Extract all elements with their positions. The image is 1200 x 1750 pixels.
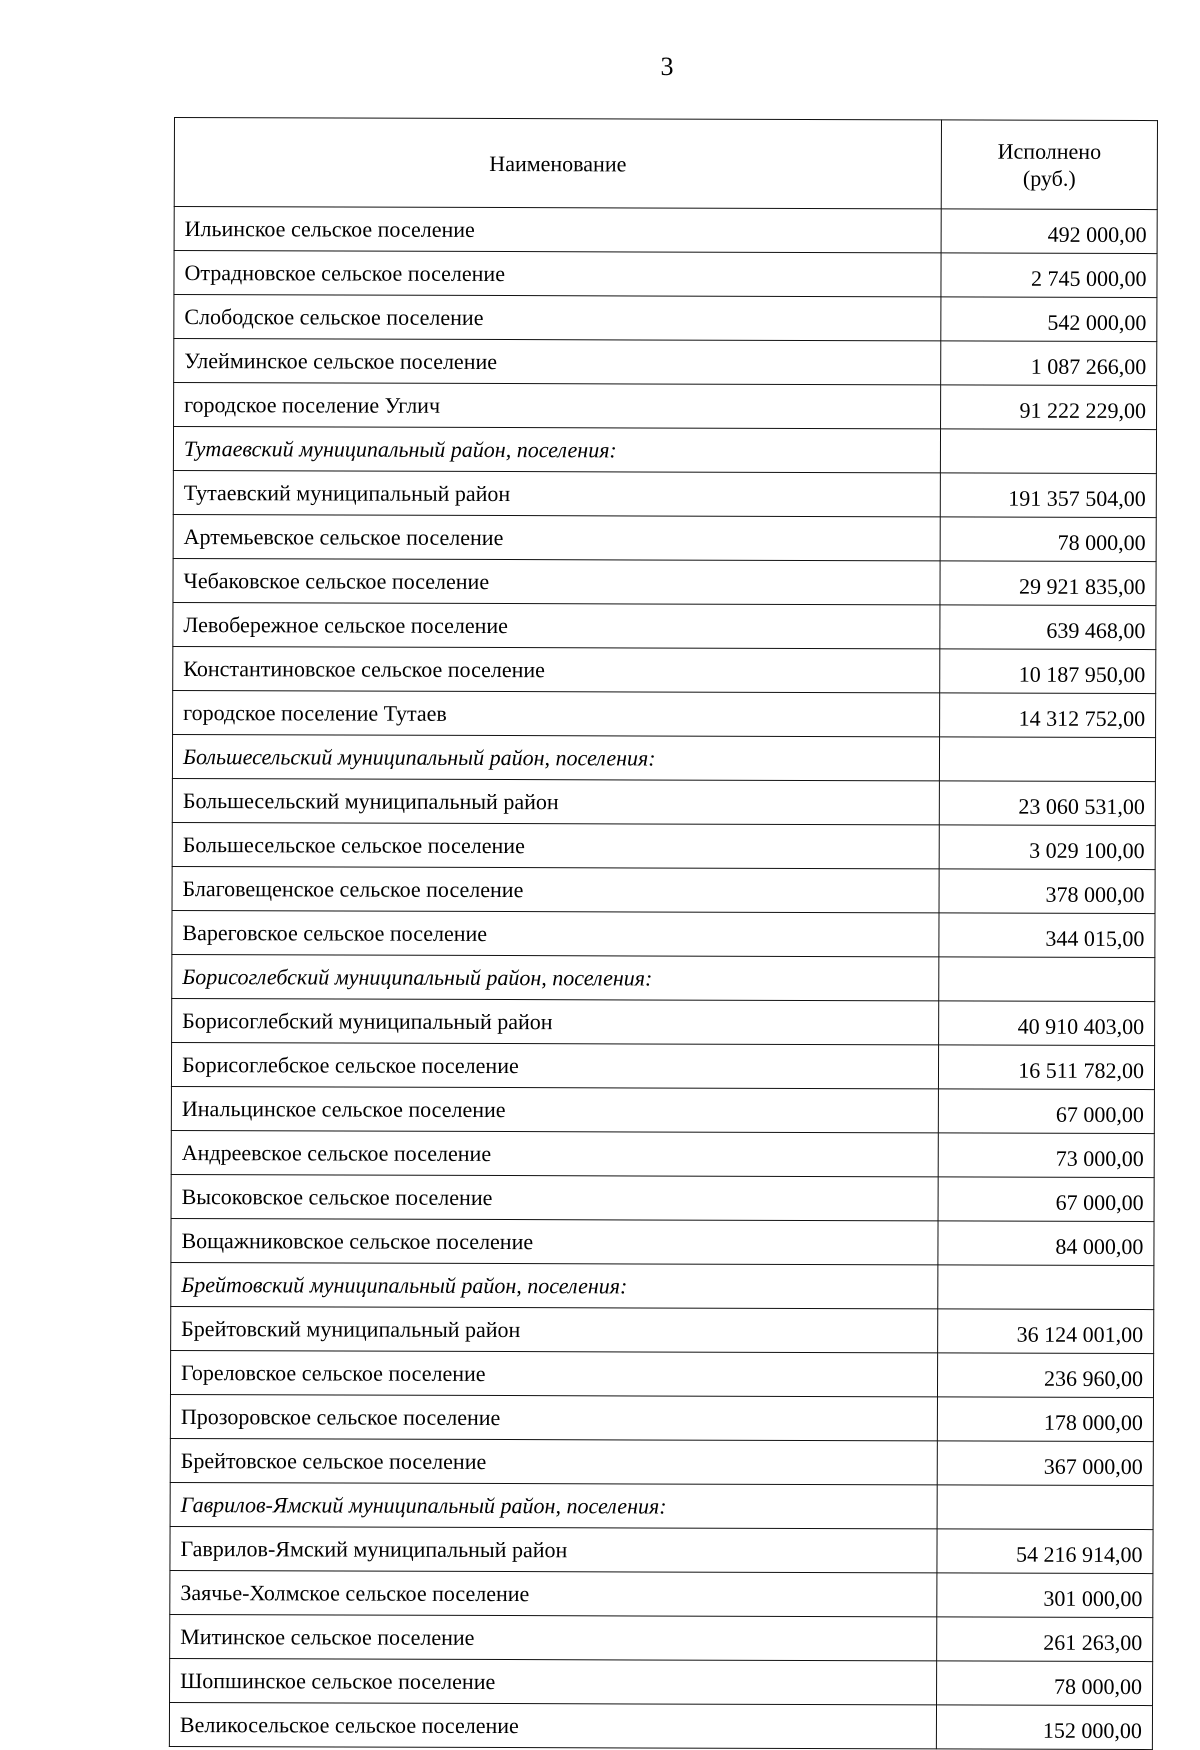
group-header-row (172, 954, 1155, 1001)
table-row (169, 1702, 1152, 1749)
value-cell: 40 910 403,00 (939, 1001, 1155, 1046)
value-cell: 23 060 531,00 (939, 781, 1155, 826)
value-cell: 10 187 950,00 (940, 649, 1156, 694)
table-body (169, 207, 1157, 1750)
group-name-cell: Большесельский муниципальный район, поселения: (172, 734, 939, 780)
header-name: Наименование (174, 118, 941, 209)
value-cell: 73 000,00 (938, 1133, 1154, 1178)
table-row (170, 1394, 1153, 1441)
table-row (171, 1086, 1154, 1133)
group-header-row (173, 427, 1156, 474)
group-name-cell: Борисоглебский муниципальный район, поселения: (172, 954, 939, 1000)
table-row (171, 1174, 1154, 1221)
name-cell: Брейтовское сельское поселение (170, 1438, 937, 1484)
value-cell (940, 429, 1156, 474)
table-header (174, 118, 1157, 210)
table-row (171, 1042, 1154, 1089)
group-name-cell: Гаврилов-Ямский муниципальный район, поселения: (170, 1482, 937, 1528)
group-name-cell: Брейтовский муниципальный район, поселения: (171, 1262, 938, 1308)
name-cell: Великосельское сельское поселение (169, 1702, 936, 1748)
name-cell: Большесельское сельское поселение (172, 822, 939, 868)
value-cell (938, 1265, 1154, 1310)
group-header-row (171, 1262, 1154, 1309)
table-row (170, 1570, 1153, 1617)
table-row (174, 383, 1157, 430)
value-cell: 191 357 504,00 (940, 473, 1156, 518)
value-cell: 78 000,00 (940, 517, 1156, 562)
value-cell: 639 468,00 (940, 605, 1156, 650)
name-cell: Борисоглебский муниципальный район (172, 998, 939, 1044)
table-row (171, 1306, 1154, 1353)
table-row (171, 1218, 1154, 1265)
table-row (172, 910, 1155, 957)
value-cell: 91 222 229,00 (941, 385, 1157, 430)
name-cell: Слободское сельское поселение (174, 295, 941, 341)
header-value (941, 120, 1157, 210)
name-cell: городское поселение Углич (174, 383, 941, 429)
table-row (173, 514, 1156, 561)
group-name-cell: Тутаевский муниципальный район, поселения: (173, 427, 940, 473)
name-cell: Константиновское сельское поселение (173, 646, 940, 692)
name-cell: Шопшинское сельское поселение (170, 1658, 937, 1704)
value-cell: 36 124 001,00 (938, 1309, 1154, 1354)
value-cell: 78 000,00 (937, 1661, 1153, 1706)
table-row (172, 866, 1155, 913)
name-cell: Тутаевский муниципальный район (173, 470, 940, 516)
table-row (174, 339, 1157, 386)
table-row (172, 822, 1155, 869)
name-cell: городское поселение Тутаев (173, 690, 940, 736)
value-cell: 54 216 914,00 (937, 1529, 1153, 1574)
value-cell (937, 1485, 1153, 1530)
table-row (173, 602, 1156, 649)
value-cell: 492 000,00 (941, 209, 1157, 254)
page-number: 3 (660, 52, 674, 81)
value-cell: 301 000,00 (937, 1573, 1153, 1618)
value-cell: 16 511 782,00 (938, 1045, 1154, 1090)
name-cell: Артемьевское сельское поселение (173, 514, 940, 560)
name-cell: Вощажниковское сельское поселение (171, 1218, 938, 1264)
name-cell: Прозоровское сельское поселение (170, 1394, 937, 1440)
name-cell: Андреевское сельское поселение (171, 1130, 938, 1176)
name-cell: Митинское сельское поселение (170, 1614, 937, 1660)
value-cell: 367 000,00 (937, 1441, 1153, 1486)
value-cell: 3 029 100,00 (939, 825, 1155, 870)
value-cell: 84 000,00 (938, 1221, 1154, 1266)
value-cell: 178 000,00 (937, 1397, 1153, 1442)
name-cell: Борисоглебское сельское поселение (171, 1042, 938, 1088)
name-cell: Ильинское сельское поселение (174, 207, 941, 253)
header-value-line1: Исполнено (997, 138, 1102, 164)
table-row (172, 998, 1155, 1045)
name-cell: Гореловское сельское поселение (170, 1350, 937, 1396)
group-header-row (170, 1482, 1153, 1529)
table-row (174, 295, 1157, 342)
name-cell: Улейминское сельское поселение (174, 339, 941, 385)
name-cell: Левобережное сельское поселение (173, 602, 940, 648)
table-row (170, 1614, 1153, 1661)
table-row (173, 646, 1156, 693)
table-row (174, 207, 1157, 254)
value-cell: 29 921 835,00 (940, 561, 1156, 606)
table-row (173, 690, 1156, 737)
value-cell: 152 000,00 (936, 1705, 1152, 1750)
table-row (171, 1130, 1154, 1177)
value-cell: 344 015,00 (939, 913, 1155, 958)
header-row (174, 118, 1157, 210)
name-cell: Вареговское сельское поселение (172, 910, 939, 956)
name-cell: Отрадновское сельское поселение (174, 251, 941, 297)
table-row (170, 1438, 1153, 1485)
value-cell: 261 263,00 (937, 1617, 1153, 1662)
table-row (170, 1526, 1153, 1573)
name-cell: Гаврилов-Ямский муниципальный район (170, 1526, 937, 1572)
name-cell: Заячье-Холмское сельское поселение (170, 1570, 937, 1616)
name-cell: Инальцинское сельское поселение (171, 1086, 938, 1132)
name-cell: Высоковское сельское поселение (171, 1174, 938, 1220)
value-cell: 14 312 752,00 (940, 693, 1156, 738)
table-row (173, 470, 1156, 517)
value-cell: 542 000,00 (941, 297, 1157, 342)
table-row (174, 251, 1157, 298)
header-value-line2: (руб.) (1022, 165, 1076, 191)
value-cell (939, 957, 1155, 1002)
table-row (173, 558, 1156, 605)
table-row (170, 1350, 1153, 1397)
name-cell: Брейтовский муниципальный район (171, 1306, 938, 1352)
value-cell: 236 960,00 (937, 1353, 1153, 1398)
table-row (170, 1658, 1153, 1705)
name-cell: Чебаковское сельское поселение (173, 558, 940, 604)
value-cell: 67 000,00 (938, 1089, 1154, 1134)
value-cell (939, 737, 1155, 782)
table-row (172, 778, 1155, 825)
value-cell: 378 000,00 (939, 869, 1155, 914)
group-header-row (172, 734, 1155, 781)
name-cell: Большесельский муниципальный район (172, 778, 939, 824)
value-cell: 2 745 000,00 (941, 253, 1157, 298)
budget-table (169, 117, 1158, 1750)
value-cell: 67 000,00 (938, 1177, 1154, 1222)
value-cell: 1 087 266,00 (941, 341, 1157, 386)
name-cell: Благовещенское сельское поселение (172, 866, 939, 912)
